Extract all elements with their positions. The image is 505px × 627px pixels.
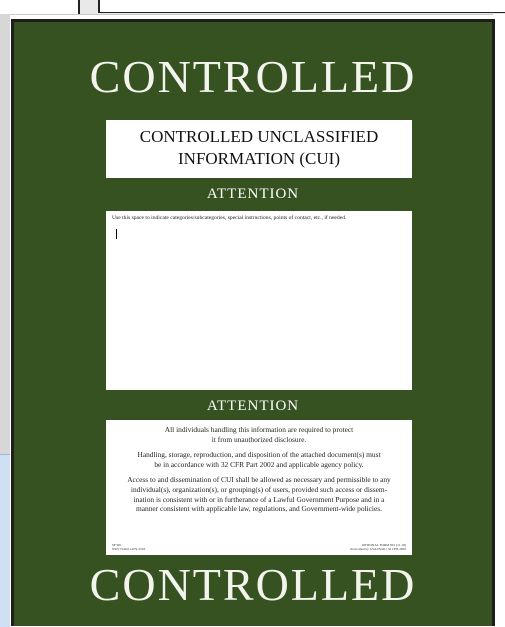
handling-paragraph-1 <box>116 425 402 444</box>
handling-paragraph-3 <box>116 475 402 513</box>
background-left-lower-panel <box>0 454 10 627</box>
cui-title-line2: INFORMATION (CUI) <box>178 149 340 168</box>
para3-line2: individual(s), organization(s), or grouping(s) of users, provided such access or dissem- <box>130 484 388 494</box>
attention-label-upper: ATTENTION <box>206 186 300 202</box>
bottom-controlled-title: CONTROLLED <box>89 559 417 610</box>
attention-label-lower: ATTENTION <box>206 398 300 414</box>
background-left-panel <box>0 14 10 454</box>
top-controlled-title: CONTROLLED <box>89 51 417 102</box>
para3-line4: manner consistent with applicable law, regulations, and Government-wide policies. <box>135 504 382 514</box>
para1-line1: All individuals handling this information are required to protect <box>164 425 354 434</box>
cui-title-line1: CONTROLLED UNCLASSIFIED <box>139 127 379 146</box>
form-footer-right <box>350 543 406 551</box>
handling-paragraph-2 <box>116 450 402 469</box>
cui-title-box <box>106 120 412 178</box>
para3-line3: ination is consistent with or in furtherance of a Lawful Government Purpose and in a <box>133 494 385 504</box>
background-tab-right[interactable] <box>98 0 505 13</box>
para2-line2: be in accordance with 32 CFR Part 2002 and applicable agency policy. <box>154 459 364 469</box>
background-tab-left[interactable] <box>0 0 80 14</box>
para2-line1: Handling, storage, reproduction, and disposition of the attached document(s) must <box>137 450 381 460</box>
form-footer <box>112 543 406 551</box>
para3-line1: Access to and dissemination of CUI shall be allowed as necessary and permissible to any <box>127 475 391 485</box>
footer-left-line2: NSN 7540-01-679-3318 <box>112 547 146 551</box>
notes-instruction: Use this space to indicate categories/subcategories, special instructions, points of contact, etc., if needed. <box>112 215 347 221</box>
text-cursor <box>116 229 117 239</box>
notes-text-area[interactable] <box>106 211 412 390</box>
footer-right-line2: Prescribed by GSA/ISOO | 32 CFR 2002 <box>350 547 406 551</box>
footer-left-line1: SF 901 <box>112 543 122 547</box>
handling-info-box <box>106 420 412 555</box>
footer-right-line1: OPTIONAL FORM 901 (11-18) <box>361 543 406 547</box>
para1-line2: it from unauthorized disclosure. <box>211 434 307 444</box>
form-footer-left <box>112 543 145 551</box>
cui-cover-sheet <box>14 22 492 626</box>
